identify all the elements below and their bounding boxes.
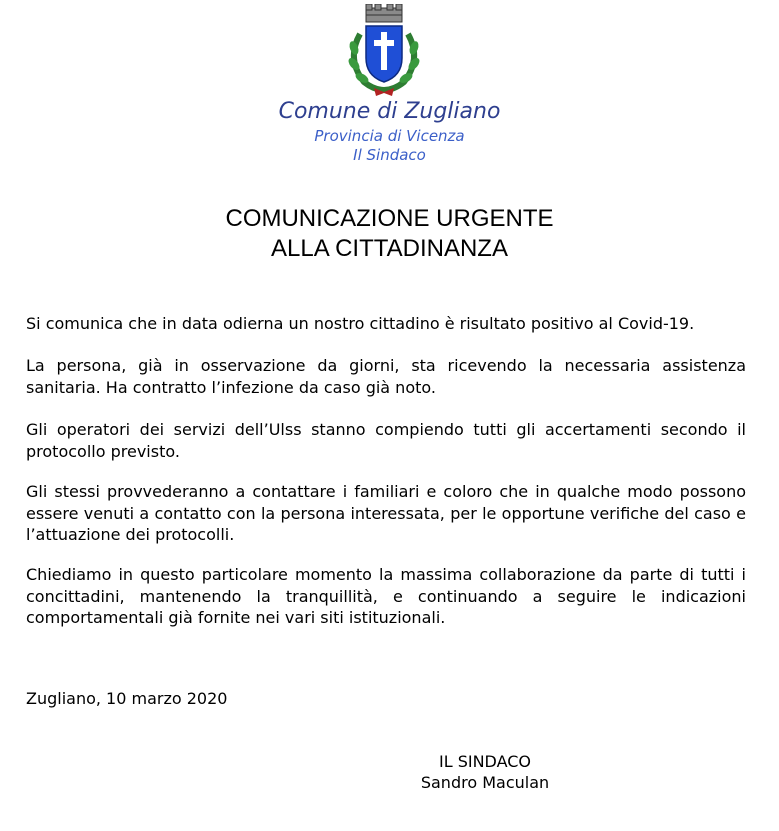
date-line: Zugliano, 10 marzo 2020 bbox=[26, 689, 228, 708]
paragraph-1: Si comunica che in data odierna un nostro cittadino è risultato positivo al Covid-19. bbox=[26, 314, 695, 333]
paragraph-5: Chiediamo in questo particolare momento la massima collaborazione da parte di tutti i concittadini, mantenendo la tranquillità, e continuando a seguire le indicazioni comportamentali già fornite nei vari siti istituzionali. bbox=[26, 565, 746, 627]
municipality-name: Comune di Zugliano bbox=[278, 99, 501, 124]
coat-of-arms-icon bbox=[342, 4, 426, 98]
header-mayor-label: Il Sindaco bbox=[353, 146, 426, 164]
notice-title-line-2: ALLA CITTADINANZA bbox=[271, 235, 508, 262]
notice-title-line-1: COMUNICAZIONE URGENTE bbox=[225, 205, 554, 232]
signature-name: Sandro Maculan bbox=[420, 773, 550, 792]
paragraph-3: Gli operatori dei servizi dell’Ulss stanno compiendo tutti gli accertamenti secondo il protocollo previsto. bbox=[26, 420, 746, 461]
paragraph-2: La persona, già in osservazione da giorni, sta ricevendo la necessaria assistenza sanitaria. Ha contratto l’infezione da caso già noto. bbox=[26, 356, 746, 397]
paragraph-4: Gli stessi provvederanno a contattare i familiari e coloro che in qualche modo possono essere venuti a contatto con la persona interessata, per le opportune verifiche del caso e l’attuazione dei protocolli. bbox=[26, 482, 746, 544]
signature-role: IL SINDACO bbox=[438, 752, 532, 771]
province-name: Provincia di Vicenza bbox=[314, 127, 465, 145]
